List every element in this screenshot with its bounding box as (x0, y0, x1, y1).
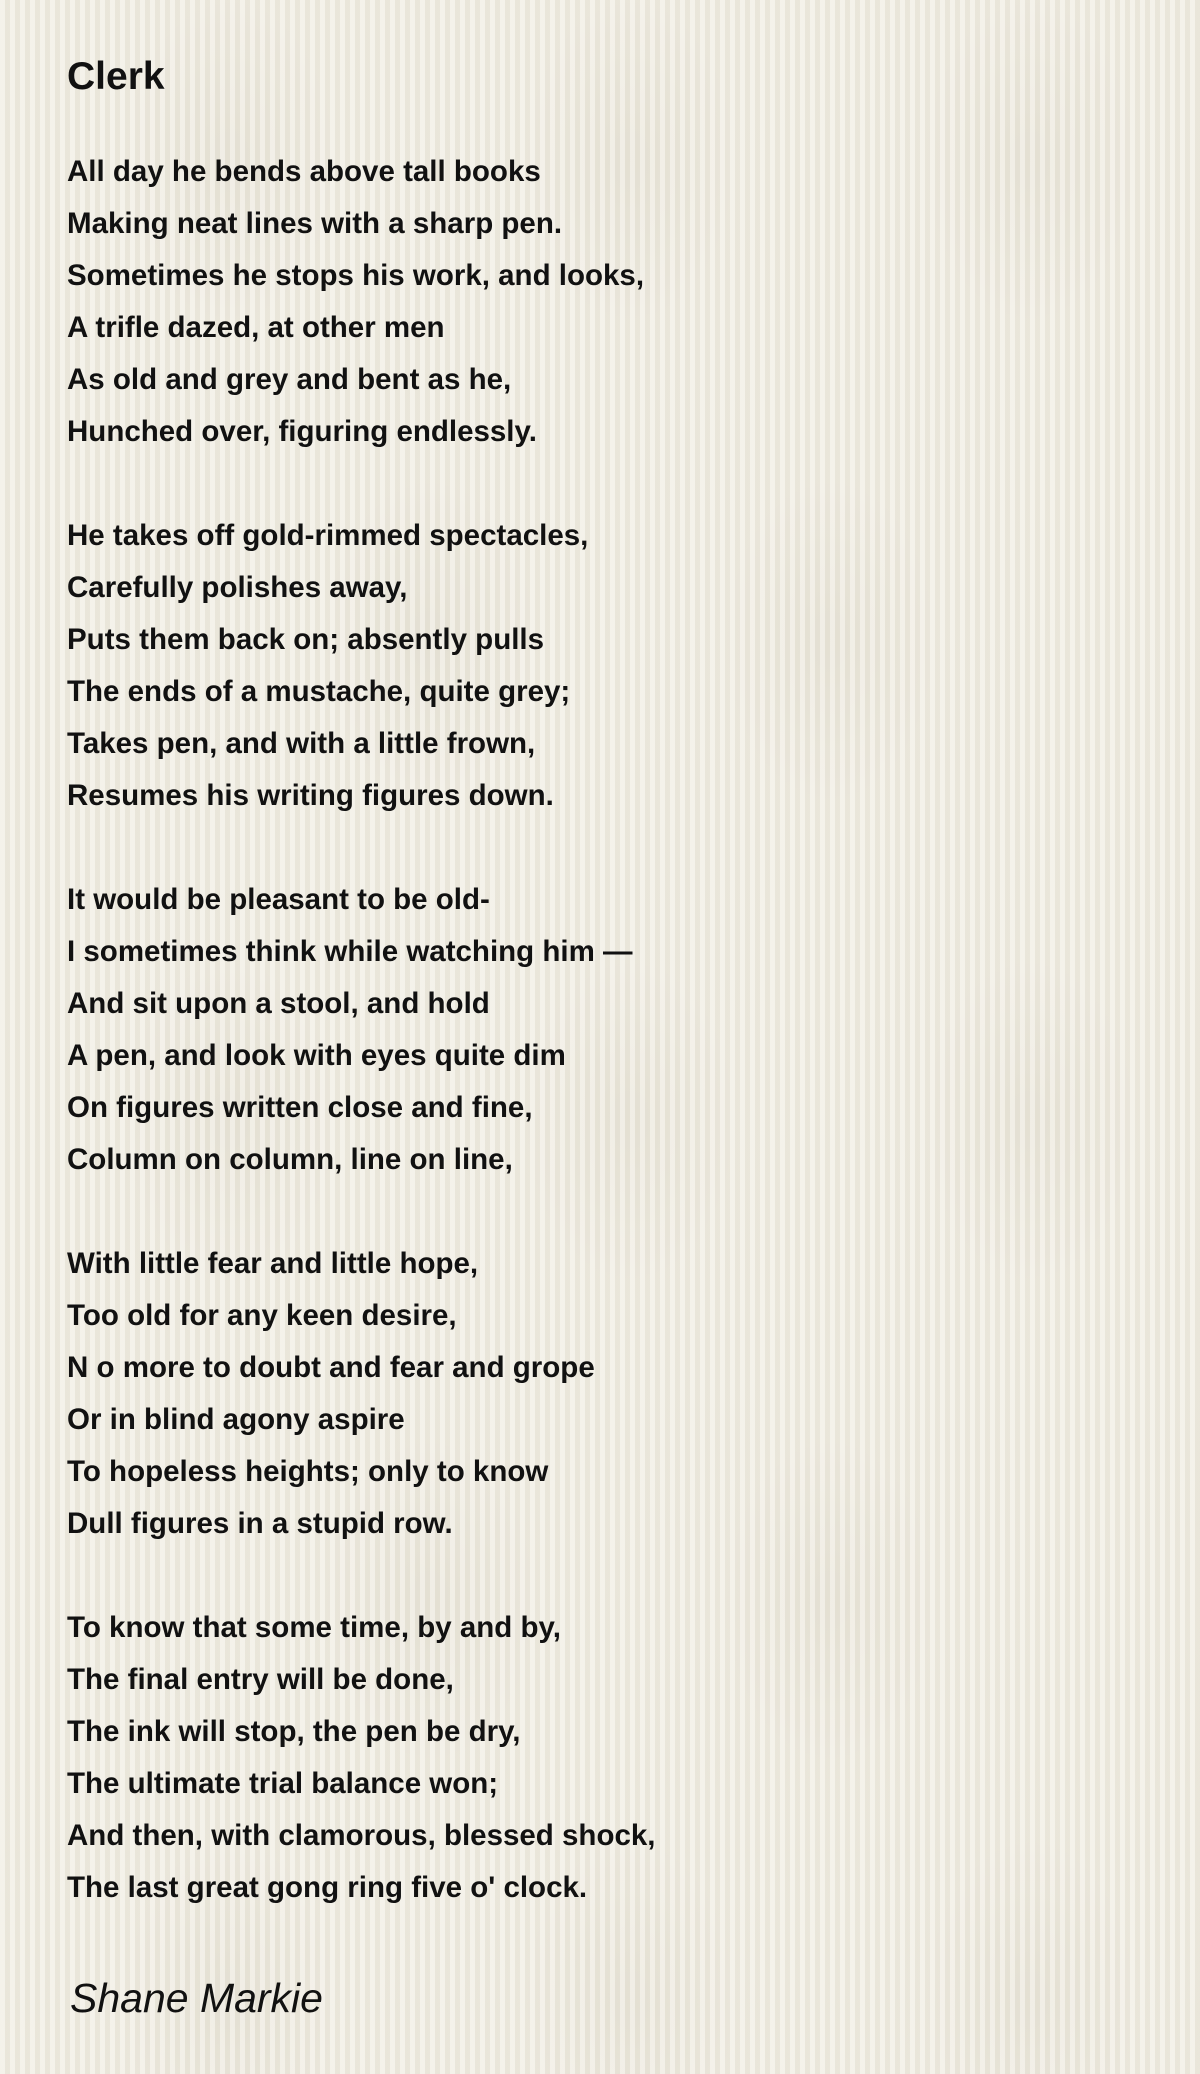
poem-line: A trifle dazed, at other men (67, 311, 445, 344)
poem-stanza-2 (67, 510, 655, 822)
poem-line: Sometimes he stops his work, and looks, (67, 259, 645, 292)
poem-line: Resumes his writing figures down. (67, 779, 554, 812)
poem-line: To know that some time, by and by, (67, 1611, 561, 1644)
poem-line: It would be pleasant to be old- (67, 883, 490, 916)
poem-stanza-3 (67, 874, 655, 1186)
poem-line: Too old for any keen desire, (67, 1299, 457, 1332)
poem-line: Hunched over, figuring endlessly. (67, 415, 537, 448)
poem-stanza-1 (67, 146, 655, 458)
poem-line: Carefully polishes away, (67, 571, 408, 604)
poem-line: The final entry will be done, (67, 1663, 454, 1696)
poem-line: The ink will stop, the pen be dry, (67, 1715, 521, 1748)
poem-line: I sometimes think while watching him — (67, 935, 633, 968)
poem-stanza-4 (67, 1238, 655, 1550)
poem-line: He takes off gold-rimmed spectacles, (67, 519, 589, 552)
poem-line: The ends of a mustache, quite grey; (67, 675, 571, 708)
poem-line: The ultimate trial balance won; (67, 1767, 499, 1800)
poem-line: Or in blind agony aspire (67, 1403, 405, 1436)
poem-line: All day he bends above tall books (67, 155, 541, 188)
poem-body (67, 146, 655, 1966)
poem-line: On figures written close and fine, (67, 1091, 533, 1124)
poem-line: As old and grey and bent as he, (67, 363, 512, 396)
poem-line: With little fear and little hope, (67, 1247, 479, 1280)
poem-line: And sit upon a stool, and hold (67, 987, 490, 1020)
poem-line: And then, with clamorous, blessed shock, (67, 1819, 656, 1852)
poem-line: The last great gong ring five o' clock. (67, 1871, 588, 1904)
poem-title: Clerk (67, 55, 165, 98)
poem-line: Making neat lines with a sharp pen. (67, 207, 563, 240)
poem-line: Dull figures in a stupid row. (67, 1507, 453, 1540)
poem-stanza-5 (67, 1602, 655, 1914)
poem-line: Puts them back on; absently pulls (67, 623, 545, 656)
poem-line: Column on column, line on line, (67, 1143, 513, 1176)
poem-line: N o more to doubt and fear and grope (67, 1351, 595, 1384)
poem-author: Shane Markie (70, 1975, 323, 2021)
poem-line: To hopeless heights; only to know (67, 1455, 549, 1488)
poem-line: A pen, and look with eyes quite dim (67, 1039, 566, 1072)
poem-line: Takes pen, and with a little frown, (67, 727, 536, 760)
